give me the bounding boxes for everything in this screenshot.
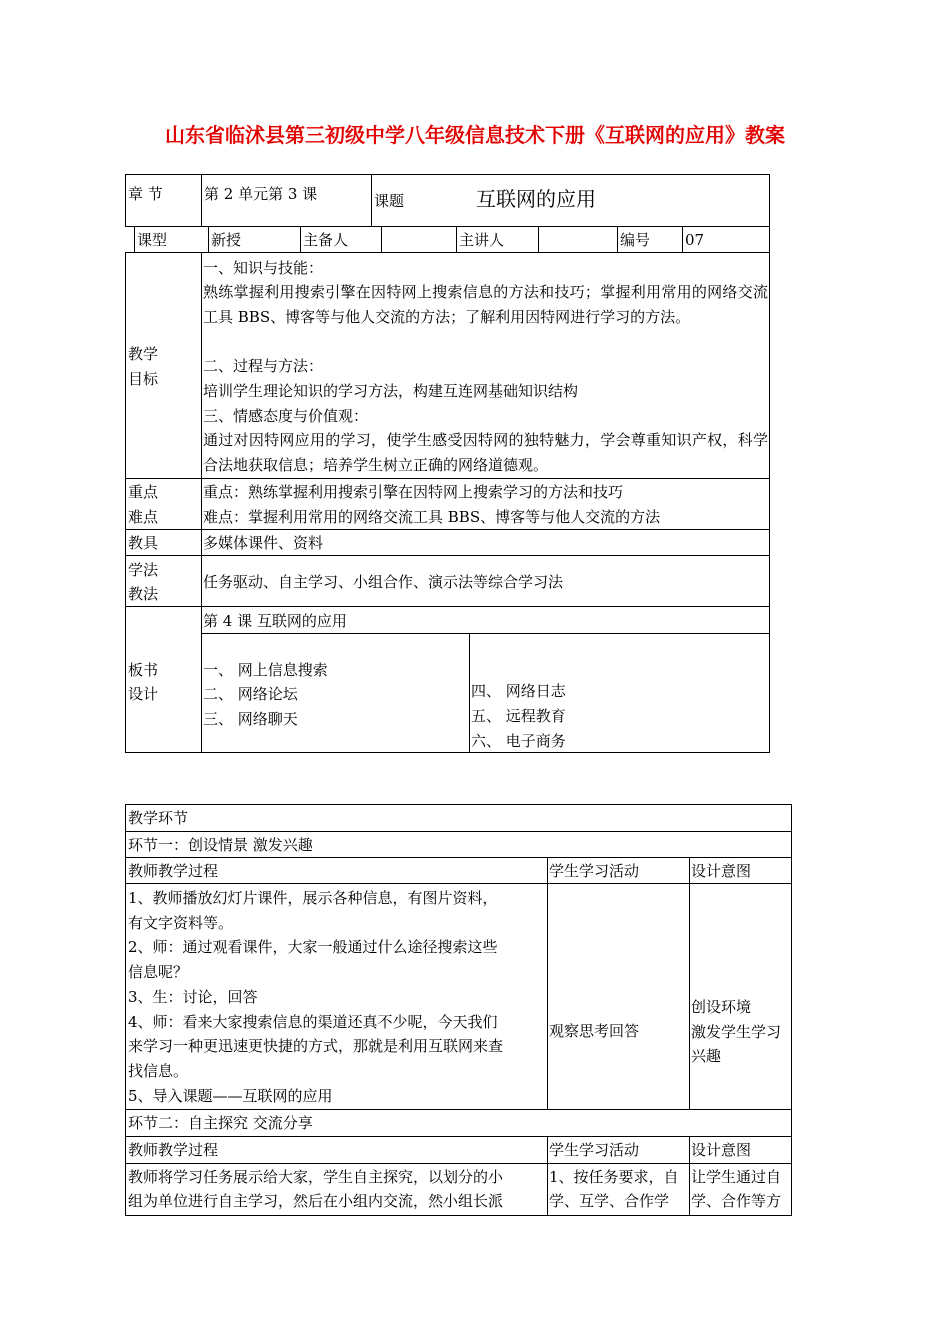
col-teacher-header: 教师教学过程 [128, 1141, 219, 1159]
preparer-label: 主备人 [303, 231, 349, 249]
s2-student-line: 1、按任务要求，自 [549, 1168, 679, 1186]
tools-value: 多媒体课件、资料 [203, 534, 324, 552]
s1-teacher-line: 2、师：通过观看课件，大家一般通过什么途径搜索这些 [128, 938, 498, 956]
objective-text-1: 熟练掌握利用搜索引擎在因特网上搜索信息的方法和技巧；掌握利用常用的网络交流工具 BBS、博客等与他人交流的方法；了解利用因特网进行学习的方法。 [203, 283, 768, 326]
board-right-item: 六、 电子商务 [471, 732, 566, 750]
key-point-text: 重点：熟练掌握利用搜索引擎在因特网上搜索学习的方法和技巧 [203, 483, 624, 501]
board-heading: 第 4 课 互联网的应用 [203, 612, 347, 630]
s2-teacher-line: 教师将学习任务展示给大家，学生自主探究，以划分的小 [128, 1168, 504, 1186]
s1-design-line: 激发学生学习 [691, 1023, 782, 1041]
s1-student-activity: 观察思考回答 [549, 1022, 640, 1040]
s1-teacher-line: 4、师：看来大家搜索信息的渠道还真不少呢，今天我们 [128, 1013, 498, 1031]
process-header: 教学环节 [128, 809, 189, 827]
board-left-item: 三、 网络聊天 [203, 710, 298, 728]
board-right-item: 五、 远程教育 [471, 707, 566, 725]
methods-label-1: 学法 [128, 561, 159, 579]
col-student-header: 学生学习活动 [549, 862, 640, 880]
type-label: 课型 [137, 231, 168, 249]
section-1-title: 环节一：创设情景 激发兴趣 [128, 836, 313, 854]
objective-heading-2: 二、过程与方法： [203, 357, 324, 375]
s2-student-line: 学、互学、合作学 [549, 1192, 670, 1210]
s1-design-line: 兴趣 [691, 1047, 722, 1065]
difficult-point-text: 难点：掌握利用常用的网络交流工具 BBS、博客等与他人交流的方法 [203, 508, 661, 526]
objective-heading-1: 一、知识与技能： [203, 259, 324, 277]
objective-text-3: 通过对因特网应用的学习，使学生感受因特网的独特魅力，学会尊重知识产权，科学合法地获取信息；培养学生树立正确的网络道德观。 [203, 431, 768, 474]
s2-design-line: 让学生通过自 [691, 1168, 782, 1186]
board-left-item: 二、 网络论坛 [203, 685, 298, 703]
methods-value: 任务驱动、自主学习、小组合作、演示法等综合学习法 [203, 573, 564, 591]
board-right-item: 四、 网络日志 [471, 682, 566, 700]
s1-teacher-line: 有文字资料等。 [128, 914, 234, 932]
s1-design-line: 创设环境 [691, 998, 752, 1016]
col-student-header: 学生学习活动 [549, 1141, 640, 1159]
keypoints-label-1: 重点 [128, 483, 159, 501]
document-title: 山东省临沭县第三初级中学八年级信息技术下册《互联网的应用》教案 [165, 123, 785, 147]
s1-teacher-line: 信息呢？ [128, 963, 189, 981]
s1-teacher-line: 5、导入课题——互联网的应用 [128, 1087, 333, 1105]
s1-teacher-line: 1、教师播放幻灯片课件，展示各种信息，有图片资料， [128, 889, 498, 907]
s1-teacher-line: 找信息。 [128, 1062, 189, 1080]
s2-design-line: 学、合作等方 [691, 1192, 782, 1210]
objectives-label-2: 目标 [128, 370, 159, 388]
topic-label: 课题 [374, 192, 405, 210]
number-value: 07 [685, 231, 705, 249]
topic-value: 互联网的应用 [476, 187, 596, 211]
board-label-1: 板书 [128, 661, 159, 679]
col-teacher-header: 教师教学过程 [128, 862, 219, 880]
section-2-title: 环节二：自主探究 交流分享 [128, 1114, 313, 1132]
objective-heading-3: 三、情感态度与价值观： [203, 407, 369, 425]
keypoints-label-2: 难点 [128, 508, 159, 526]
s1-teacher-line: 3、生：讨论，回答 [128, 988, 258, 1006]
number-label: 编号 [620, 231, 651, 249]
board-left-item: 一、 网上信息搜索 [203, 661, 328, 679]
lecturer-label: 主讲人 [459, 231, 505, 249]
type-value: 新授 [211, 231, 242, 249]
col-design-header: 设计意图 [691, 1141, 752, 1159]
board-label-2: 设计 [128, 685, 159, 703]
s1-teacher-line: 来学习一种更迅速更快捷的方式，那就是利用互联网来查 [128, 1037, 504, 1055]
objectives-label-1: 教学 [128, 345, 159, 363]
chapter-value: 第 2 单元第 3 课 [204, 185, 318, 203]
methods-label-2: 教法 [128, 585, 159, 603]
s2-teacher-line: 组为单位进行自主学习，然后在小组内交流，然小组长派 [128, 1192, 504, 1210]
col-design-header: 设计意图 [691, 862, 752, 880]
tools-label: 教具 [128, 534, 159, 552]
objective-text-2: 培训学生理论知识的学习方法，构建互连网基础知识结构 [203, 382, 579, 400]
chapter-label: 章 节 [128, 185, 163, 203]
